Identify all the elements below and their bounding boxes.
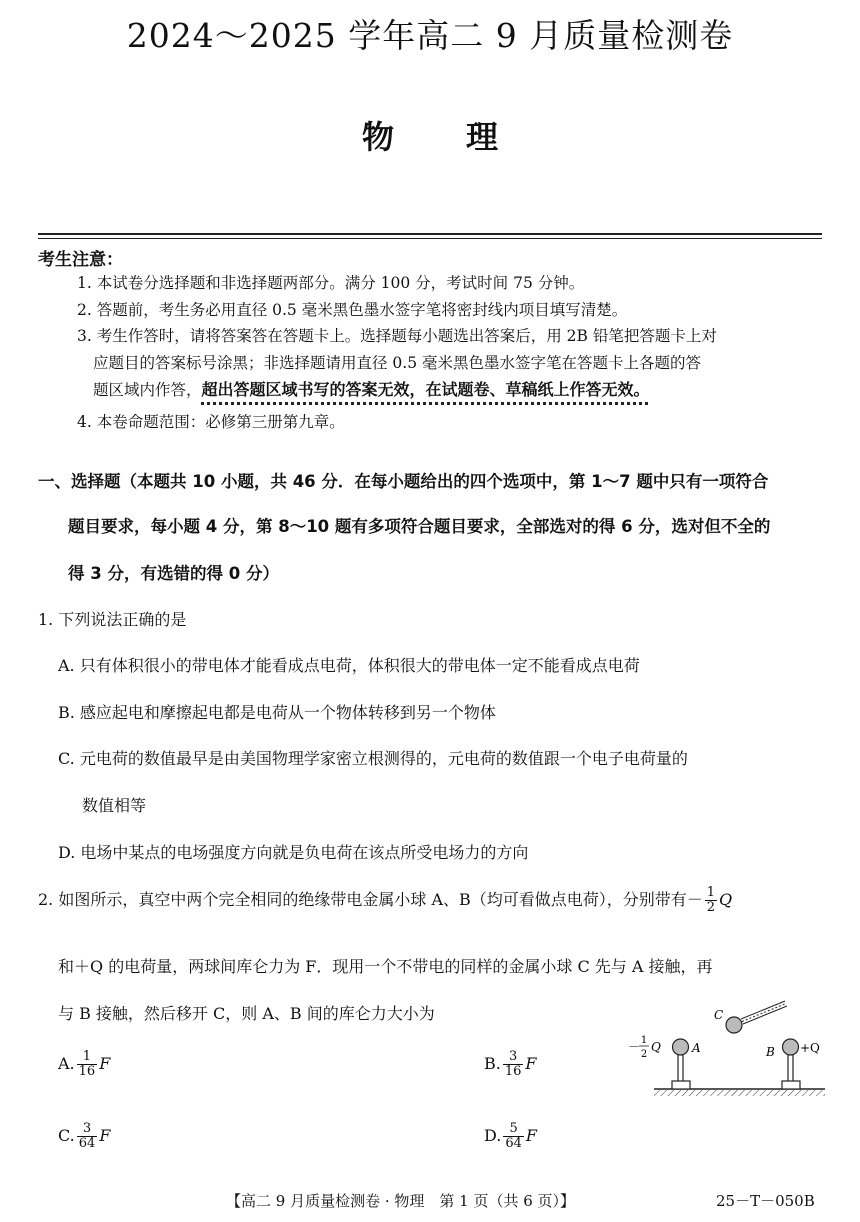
- option-label: B.: [484, 1054, 501, 1073]
- label-c: C: [714, 1008, 724, 1022]
- notice-item-3: 3. 考生作答时，请将答案答在答题卡上。选择题每小题选出答案后，用 2B 铅笔把答题卡上对: [77, 327, 717, 345]
- frac-den: 64: [78, 1136, 96, 1151]
- q1-option-c: C. 元电荷的数值最早是由美国物理学家密立根测得的，元电荷的数值跟一个电子电荷量的: [58, 749, 688, 768]
- paper-code: 25－T－050B: [716, 1192, 815, 1210]
- divider-thick: [38, 233, 822, 235]
- notice-item-3-cont2: [93, 377, 650, 400]
- option-unit: F: [525, 1126, 537, 1145]
- notice-heading: 考生注意：: [38, 250, 123, 270]
- notice-item-1: 1. 本试卷分选择题和非选择题两部分。满分 100 分，考试时间 75 分钟。: [77, 274, 585, 292]
- ball-c: [726, 1017, 742, 1033]
- q1-option-d: D. 电场中某点的电场强度方向就是负电荷在该点所受电场力的方向: [58, 843, 529, 862]
- frac-num: 1: [77, 1050, 98, 1065]
- q1-stem: 1. 下列说法正确的是: [38, 610, 187, 629]
- label-a: A: [692, 1041, 701, 1055]
- label-charge-a-den: 2: [640, 1049, 648, 1060]
- option-unit: F: [99, 1054, 111, 1073]
- section-heading-line-1: 一、选择题（本题共 10 小题，共 46 分．在每小题给出的四个选项中，第 1～7 题中只有一项符合: [38, 472, 769, 491]
- stand-b-base: [782, 1081, 800, 1089]
- notice-item-3-tail: 题区域内作答，: [93, 381, 202, 399]
- q2-stem-line-2: 和＋Q 的电荷量，两球间库仑力为 F．现用一个不带电的同样的金属小球 C 先与 A 接触，再: [58, 957, 713, 976]
- ball-a: [673, 1039, 689, 1055]
- q1-option-a: A. 只有体积很小的带电体才能看成点电荷，体积很大的带电体一定不能看成点电荷: [58, 656, 640, 675]
- option-unit: F: [99, 1126, 111, 1145]
- q1-option-c-cont: 数值相等: [82, 796, 147, 815]
- frac-num: 3: [503, 1050, 524, 1065]
- q2-figure: [620, 995, 840, 1105]
- q2-option-b: [484, 1050, 537, 1079]
- option-label: C.: [58, 1126, 75, 1145]
- frac-den: 64: [505, 1136, 522, 1151]
- frac-den: 2: [706, 900, 716, 915]
- page-footer: 【高二 9 月质量检测卷 · 物理 第 1 页（共 6 页）】: [226, 1192, 576, 1210]
- q2-option-a: [58, 1050, 110, 1079]
- option-label: D.: [484, 1126, 502, 1145]
- label-b: B: [766, 1045, 775, 1059]
- q2-option-d: [484, 1122, 537, 1151]
- frac-den: 16: [504, 1064, 522, 1079]
- section-heading-line-3: 得 3 分，有选错的得 0 分）: [68, 564, 279, 583]
- label-charge-a-num: 1: [640, 1035, 648, 1046]
- handle-c-dash: [742, 1004, 786, 1022]
- notice-item-4: 4. 本卷命题范围：必修第三册第九章。: [77, 413, 345, 431]
- q2-stem-line-1: [38, 886, 732, 915]
- q1-option-b: B. 感应起电和摩擦起电都是电荷从一个物体转移到另一个物体: [58, 703, 496, 722]
- section-heading-line-2: 题目要求，每小题 4 分，第 8～10 题有多项符合题目要求，全部选对的得 6 分，选对但不全的: [68, 517, 771, 536]
- frac-num: 5: [503, 1122, 524, 1137]
- frac-num: 1: [706, 885, 716, 900]
- notice-item-3-cont: 应题目的答案标号涂黑；非选择题请用直径 0.5 毫米黑色墨水签字笔在答题卡上各题的答: [93, 354, 702, 372]
- q2-charge-q: Q: [719, 890, 733, 909]
- option-label: A.: [58, 1054, 75, 1073]
- notice-emphasis: 超出答题区域书写的答案无效，在试题卷、草稿纸上作答无效。: [201, 380, 650, 399]
- q2-half-fraction: [705, 886, 717, 915]
- label-charge-a-sign: －: [628, 1040, 641, 1054]
- label-charge-a-q: Q: [651, 1040, 661, 1054]
- frac-num: 3: [77, 1122, 98, 1137]
- ground-hatch: [654, 1090, 825, 1096]
- divider-thin: [38, 238, 822, 239]
- ball-b: [783, 1039, 799, 1055]
- notice-item-2: 2. 答题前，考生务必用直径 0.5 毫米黑色墨水签字笔将密封线内项目填写清楚。: [77, 301, 628, 319]
- stand-a-base: [672, 1081, 690, 1089]
- label-charge-b: +Q: [800, 1041, 820, 1055]
- option-unit: F: [525, 1054, 537, 1073]
- frac-den: 16: [78, 1064, 96, 1079]
- q2-stem-text: 2. 如图所示，真空中两个完全相同的绝缘带电金属小球 A、B（均可看做点电荷），分别带有－: [38, 890, 703, 909]
- subject-title: 物理: [361, 118, 570, 156]
- q2-stem-line-3: 与 B 接触，然后移开 C，则 A、B 间的库仑力大小为: [58, 1004, 435, 1023]
- exam-title: 2024～2025 学年高二 9 月质量检测卷: [126, 16, 734, 55]
- q2-option-c: [58, 1122, 110, 1151]
